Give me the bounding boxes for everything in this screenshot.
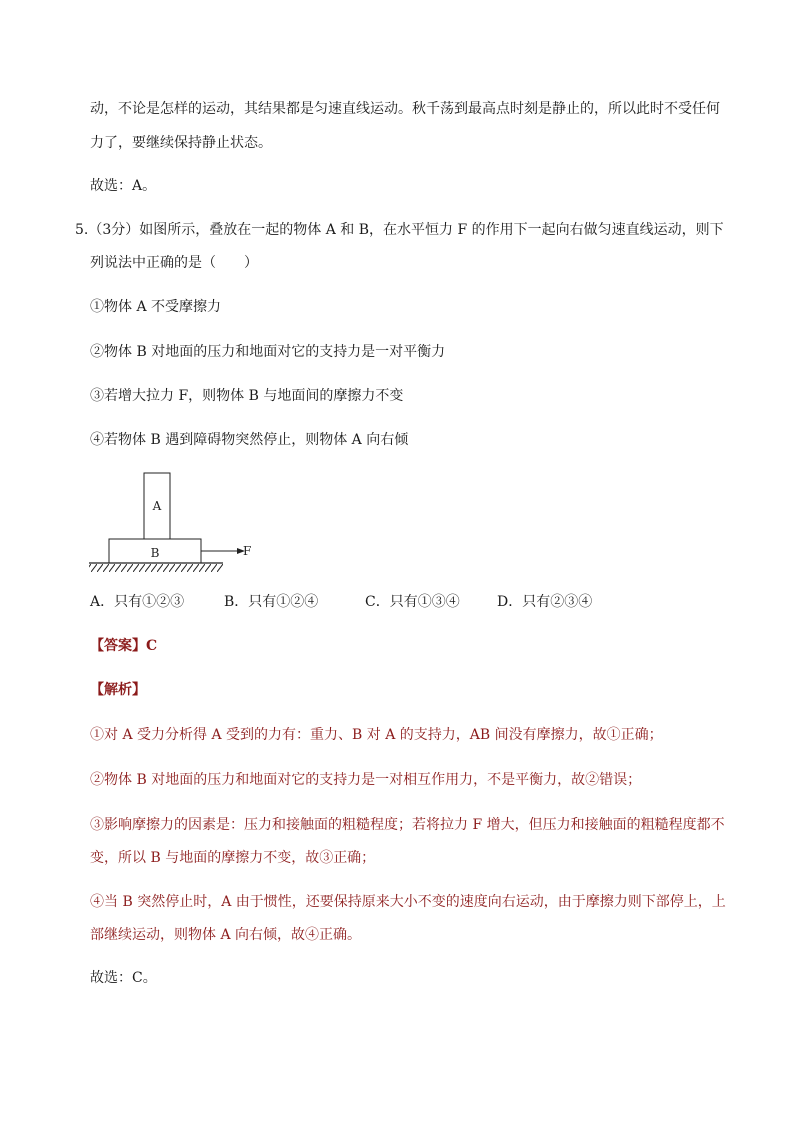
option-d: D．只有②③④	[497, 594, 593, 610]
ground-hatch	[89, 564, 223, 572]
block-a-label: A	[152, 499, 162, 513]
analysis-1: ①对 A 受力分析得 A 受到的力有：重力、B 对 A 的支持力，AB 间没有摩擦力，故①正确；	[90, 727, 663, 743]
statement-4: ④若物体 B 遇到障碍物突然停止，则物体 A 向右倾	[90, 432, 409, 448]
statement-3: ③若增大拉力 F，则物体 B 与地面间的摩擦力不变	[90, 388, 404, 404]
option-c: C．只有①③④	[365, 594, 460, 610]
question-line-1: 5.（3分）如图所示，叠放在一起的物体 A 和 B，在水平恒力 F 的作用下一起向右做匀速直线运动，则下	[75, 222, 724, 238]
intro-line-2: 力了，要继续保持静止状态。	[90, 135, 272, 151]
option-a: A．只有①②③	[90, 594, 185, 610]
answer-heading: 【答案】C	[90, 638, 158, 654]
analysis-4-line-2: 部继续运动，则物体 A 向右倾，故④正确。	[90, 927, 362, 943]
option-b: B．只有①②④	[224, 594, 319, 610]
analysis-heading: 【解析】	[90, 682, 146, 698]
intro-line-1: 动，不论是怎样的运动，其结果都是匀速直线运动。秋千荡到最高点时刻是静止的，所以此时不受任何	[90, 101, 720, 117]
final-choice: 故选：C。	[90, 970, 157, 986]
intro-choice: 故选：A。	[90, 178, 157, 194]
force-diagram	[85, 468, 275, 580]
statement-1: ①物体 A 不受摩擦力	[90, 299, 222, 315]
analysis-3-line-2: 变，所以 B 与地面的摩擦力不变，故③正确；	[90, 850, 376, 866]
analysis-4-line-1: ④当 B 突然停止时，A 由于惯性，还要保持原来大小不变的速度向右运动，由于摩擦力则下部停上，上	[90, 894, 726, 910]
analysis-3-line-1: ③影响摩擦力的因素是：压力和接触面的粗糙程度；若将拉力 F 增大，但压力和接触面的粗糙程度都不	[90, 817, 725, 833]
question-line-2: 列说法中正确的是（ ）	[90, 255, 258, 271]
analysis-2: ②物体 B 对地面的压力和地面对它的支持力是一对相互作用力，不是平衡力，故②错误；	[90, 772, 642, 788]
block-b-label: B	[150, 546, 160, 560]
force-label: F	[243, 544, 252, 558]
statement-2: ②物体 B 对地面的压力和地面对它的支持力是一对平衡力	[90, 344, 446, 360]
